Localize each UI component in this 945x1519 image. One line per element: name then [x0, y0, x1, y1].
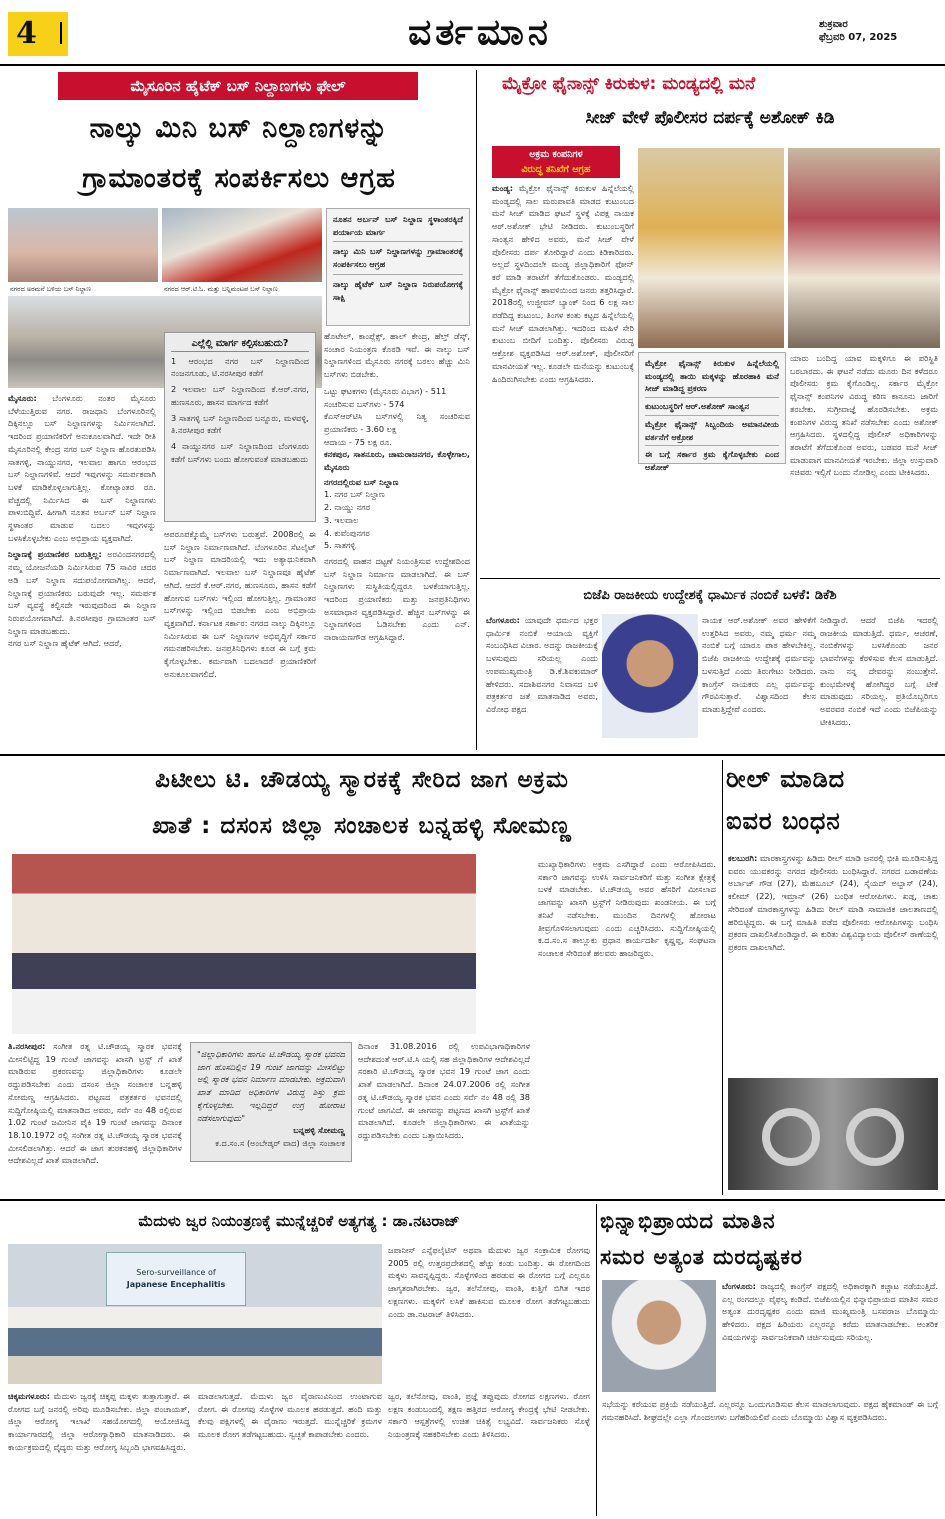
- body-text: ಮೈಕ್ರೋ ಫೈನಾನ್ಸ್ ಕಿರುಕುಳ ಹಿನ್ನೆಲೆಯಲ್ಲಿ ಮಂಡ್ಯದಲ್ಲಿ ಸಾಲ ಮರುಪಾವತಿ ಮಾಡದ ಕುಟುಂಬದ ಮನೆ ಸೀಜ್ ಮಾಡಿದ ಘಟನೆ ಸ್ಥಳಕ್ಕೆ ವಿಪಕ್ಷ ನಾಯಕ ಆರ್.ಅಶೋಕ್ ಭೇಟಿ ನೀಡಿದರು. ಕುಟುಂಬಸ್ಥರಿಗೆ ಸಾಂತ್ವನ ಹೇಳಿದ ಅವರು, ಮನೆ ಸೀಜ್ ವೇಳೆ ಪೊಲೀಸರು ದರ್ಪ ತೋರಿದ್ದಾರೆ ಎಂದು ಕಿಡಿಕಾರಿದರು. ಅಲ್ಲದೆ ಸ್ಥಳದಿಂದಲೇ ಮಂಡ್ಯ ಜಿಲ್ಲಾಧಿಕಾರಿಗೆ ಫೋನ್ ಕರೆ ಮಾಡಿ ತರಾಟೆಗೆ ತೆಗೆದುಕೊಂಡರು. ಮಂಡ್ಯದಲ್ಲಿ ಮೈಕ್ರೋ ಫೈನಾನ್ಸ್ ಹಾವಳಿಯಿಂದ ಜನರು ತತ್ತರಿಸಿದ್ದಾರೆ. 2018ರಲ್ಲಿ ಉಜ್ಜೀವನ್ ಬ್ಯಾಂಕ್ ನಿಂದ 6 ಲಕ್ಷ ಸಾಲ ಪಡೆದಿದ್ದ ಕುಟುಂಬ, ತಿಂಗಳ ಕಂತು ಕಟ್ಟದ ಹಿನ್ನೆಲೆಯಲ್ಲಿ ಮನೆ ಸೀಜ್ ಮಾಡಲಾಗಿತ್ತು. ಇದರಿಂದ ಮಹಿಳೆ ಸೇರಿ ಕುಟುಂಬ ಬೀದಿಗೆ ಬಂದಿತ್ತು. ಪೊಲೀಸರು ವಿರುದ್ಧ ಆಕ್ರೋಶ ವ್ಯಕ್ತಪಡಿಸಿದ ಆರ್.ಅಶೋಕ್, ಪೊಲೀಸರಿಗೆ ಮಾನವೀಯತೆ ಇಲ್ಲ. ಕೂಡಲೇ ಮನೆಯನ್ನು ಕುಟುಂಬಕ್ಕೆ ಹಿಂದಿರುಗಿಸಬೇಕು ಎಂದು ಆಗ್ರಹಿಸಿದರು.: [492, 183, 634, 384]
- dk-shivakumar-portrait: [602, 614, 698, 738]
- dateline-place: ತಿ.ನರಸೀಪುರ:: [8, 1041, 46, 1051]
- dateline-day: ಶುಕ್ರವಾರ: [819, 19, 848, 30]
- body-column-1: [492, 182, 634, 574]
- column-divider: [476, 70, 477, 750]
- subhead: ನಿಲ್ದಾಣಕ್ಕೆ ಪ್ರಯಾಣಿಕರ ಬರುತ್ತಿಲ್ಲ:: [8, 549, 102, 560]
- body-text: ಅರವಿಂದನಗರದಲ್ಲಿ ನಮ್ಮ ಯೋಜನೆಯಡಿ ನಿರ್ಮಿಸಿರುವ 75 ಸಾವಿರ ಚದರ ಅಡಿ ಬಸ್ ನಿಲ್ದಾಣ ಸದುಪಯೋಗವಾಗಿಲ್ಲ. ಆದರೆ, ನಿಲ್ದಾಣಕ್ಕೆ ಪ್ರಯಾಣಿಕರು ಬರುವುದೇ ಇಲ್ಲ. ಸಮರ್ಪಕ ಬಸ್ ವ್ಯವಸ್ಥೆ ಕಲ್ಪಿಸದೇ ಇರುವುದರಿಂದ ಈ ನಿಲ್ದಾಣ ನಿರುಪಯೋಗವಾಗಿದೆ. ತಿ.ನರಸೀಪುರ ಗ್ರಾಮಾಂತರ ಬಸ್ ನಿಲ್ದಾಣ ಮಾಡಬಹುದು.: [8, 549, 156, 636]
- body-text: ರಾಜ್ಯದಲ್ಲಿ ಕಾಂಗ್ರೆಸ್ ಪಕ್ಷದಲ್ಲಿ ಅಧಿಕಾರಕ್ಕಾಗಿ ಕಚ್ಚಾಟ ನಡೆಯುತ್ತಿದೆ. ಎಲ್ಲ ರಂಗದಲ್ಲೂ ವೈಫಲ್ಯ ಕಂಡಿದೆ. ಬಿಜೆಪಿಯಲ್ಲಿನ ಭಿನ್ನಾಭಿಪ್ರಾಯದ ಮಾತಿನ ಸಮರ ಅತ್ಯಂತ ದುರದೃಷ್ಟಕರ ಎಂದು ಮಾಜಿ ಮುಖ್ಯಮಂತ್ರಿ ಬಸವರಾಜ ಬೊಮ್ಮಾಯಿ ಹೇಳಿದರು. ಪಕ್ಷದ ಹಿರಿಯರು ಎಲ್ಲರನ್ನೂ ಕರೆದು ಮಾತನಾಡಬೇಕು. ಆಂತರಿಕ ವಿಷಯಗಳನ್ನು ಸಾರ್ವಜನಿಕವಾಗಿ ಚರ್ಚಿಸುವುದು ಸರಿಯಲ್ಲ.: [722, 1281, 938, 1342]
- stats-item: ಒಟ್ಟು ಘಟಕಗಳು (ಮೈಸೂರು ವಿಭಾಗ) - 511: [324, 385, 447, 396]
- section-divider: [480, 578, 940, 579]
- highlight-item: ನೂತನ ಅರ್ಬನ್ ಬಸ್ ನಿಲ್ದಾಣ ಸ್ಥಳಾಂತರಕ್ಕಿದೆ ಪರ್ಯಾಯ ಮಾರ್ಗ: [333, 213, 463, 242]
- highlight-item: ಮೈಕ್ರೋ ಫೈನಾನ್ಸ್ ಕಿರುಕುಳ ಹಿನ್ನೆಲೆಯಲ್ಲಿ ಮಂಡ್ಯದಲ್ಲಿ ತಾಯಿ ಮಕ್ಕಳನ್ನು ಹೊರಹಾಕಿ ಮನೆ ಸೀಜ್ ಮಾಡಿದ್ದ ಪ್ರಕರಣ: [645, 357, 779, 398]
- story-headline-line1: ರೀಲ್ ಮಾಡಿದ: [726, 765, 846, 793]
- story-dks: [480, 584, 940, 750]
- route-item: 2 ಇಲವಾಲ ಬಸ್ ನಿಲ್ದಾಣದಿಂದ ಕೆ.ಆರ್.ನಗರ, ಹುಣಸೂರು, ಹಾಸನ ಮಾರ್ಗದ ಕಡೆಗೆ: [171, 384, 309, 407]
- body-column-3: ಮುಖ್ಯಾಧಿಕಾರಿಗಳು ಅಕ್ರಮ ಎಸಗಿದ್ದಾರೆ ಎಂದು ಆರೋಪಿಸಿದರು. ಸರ್ಕಾರಿ ಜಾಗವನ್ನು ಉಳಿಸಿ ಸಾರ್ವಜನಿಕರಿಗೆ ಮತ್ತು ಸಂಗೀತ ಕ್ಷೇತ್ರಕ್ಕೆ ಬಳಕೆ ಮಾಡಬೇಕು. ಟಿ.ಚೌಡಯ್ಯ ಅವರ ಹೆಸರಿಗೆ ಮೀಸಲಾದ ಜಾಗವನ್ನು ಖಾಸಗಿ ಟ್ರಸ್ಟ್‌ಗೆ ನೀಡಿರುವುದು ಖಂಡನೀಯ. ಈ ಬಗ್ಗೆ ತನಿಖೆ ನಡೆಸಬೇಕು. ಮುಂದಿನ ದಿನಗಳಲ್ಲಿ ಹೋರಾಟ ತೀವ್ರಗೊಳಿಸಲಾಗುವುದು ಎಂದು ಎಚ್ಚರಿಸಿದರು. ಸುದ್ದಿಗೋಷ್ಠಿಯಲ್ಲಿ ಕ.ದ.ಸಂ.ಸ ತಾಲ್ಲೂಕು ಪ್ರಧಾನ ಕಾರ್ಯದರ್ಶಿ ಕೃಷ್ಣಪ್ಪ, ಸಂಘಟನಾ ಸಂಚಾಲಕ ಸೇರಿದಂತೆ ಹಲವರು ಹಾಜರಿದ್ದರು.: [538, 859, 716, 958]
- body-text-block: [728, 852, 938, 1074]
- bus-stands-list-item: 1. ನಗರ ಬಸ್ ನಿಲ್ದಾಣ: [324, 489, 385, 500]
- body-column-1: [486, 614, 598, 746]
- newspaper-brand: ವರ್ತಮಾನ: [408, 11, 552, 53]
- photo-caption-1: ನಗರದ ಅರಮನೆ ಬಳಿಯ ಬಸ್ ನಿಲ್ದಾಣ: [10, 285, 91, 293]
- story-reels-arrest: [726, 760, 940, 1195]
- workshop-photo: [8, 1244, 382, 1384]
- stats-footnote: ಕನಕಪುರ, ಸಾತನೂರು, ಚಾಮರಾಜನಗರ, ಕೊಳ್ಳೇಗಾಲ, ಮೈಸೂರು: [324, 449, 470, 473]
- story-headline-line2: ಗ್ರಾಮಾಂತರಕ್ಕೆ ಸಂಪರ್ಕಿಸಲು ಆಗ್ರಹ: [82, 163, 396, 194]
- section-divider: [0, 754, 945, 756]
- story-headline-line2: ಸೀಜ್ ವೇಳೆ ಪೊಲೀಸರ ದರ್ಪಕ್ಕೆ ಅಶೋಕ್ ಕಿಡಿ: [585, 108, 835, 128]
- masthead: [0, 0, 945, 66]
- story-headline-line1: ನಾಲ್ಕು ಮಿನಿ ಬಸ್ ನಿಲ್ದಾಣಗಳನ್ನು: [89, 113, 389, 144]
- bus-stands-list-item: 5. ಸಾತಗಳ್ಳಿ: [324, 540, 356, 551]
- stats-item: ಆದಾಯ - 75 ಲಕ್ಷ ರೂ.: [324, 436, 393, 447]
- body-text: ಯಾವುದೇ ಧರ್ಮದ ಭಕ್ತರ ಧಾರ್ಮಿಕ ನಂಬಿಕೆ ಆಯಾಯ ವ್ಯಕ್ತಿಗೆ ಸಂಬಂಧಿಸಿದ ವಿಚಾರ. ಅದನ್ನು ರಾಜಕೀಯಕ್ಕೆ ಬಳಸುವುದು ಸರಿಯಲ್ಲ ಎಂದು ಉಪಮುಖ್ಯಮಂತ್ರಿ ಡಿ.ಕೆ.ಶಿವಕುಮಾರ್ ಹೇಳಿದರು. ಸದಾಶಿವನಗರ ನಿವಾಸದ ಬಳಿ ಪತ್ರಕರ್ತರ ಜತೆ ಮಾತನಾಡಿದ ಅವರು, ವಿರೋಧ ಪಕ್ಷದ: [486, 615, 598, 714]
- column-divider: [722, 760, 723, 1195]
- section-divider: [0, 1199, 945, 1201]
- body-column-2: ನಾಯಕ ಆರ್.ಅಶೋಕ್ ಅವರ ಹೇಳಿಕೆಗೆ ಉತ್ತರಿಸಿದ ಅವರು, ನಮ್ಮ ಧರ್ಮ ನಮ್ಮ ನಂಬಿಕೆ ಬಗ್ಗೆ ಯಾರೂ ಪಾಠ ಹೇಳಬೇಕಿಲ್ಲ. ಬಿಜೆಪಿ ರಾಜಕೀಯ ಉದ್ದೇಶಕ್ಕೆ ಧರ್ಮವನ್ನು ಬಳಸುತ್ತಿದೆ ಎಂದು ತಿರುಗೇಟು ನೀಡಿದರು. ಕಾಂಗ್ರೆಸ್ ನಾಯಕರು ಎಲ್ಲ ಧರ್ಮವನ್ನು ಗೌರವಿಸುತ್ತಾರೆ. ವಿಶ್ವಾಸದಿಂದ ಕೆಲಸ ಮಾಡುತ್ತಿದ್ದೇವೆ ಎಂದರು.: [702, 615, 816, 714]
- dateline-place: ಕಲಬುರಗಿ:: [728, 853, 758, 863]
- body-column-3: ನೀಡಿದ್ದಾರೆ. ಆದರೆ ಬಿಜೆಪಿ ಇದರಲ್ಲಿ ರಾಜಕೀಯ ಮಾಡುತ್ತಿದೆ. ಧರ್ಮ, ಆಚರಣೆ, ನಂಬಿಕೆಗಳನ್ನು ಬಳಸಿಕೊಂಡು ಜನರ ಭಾವನೆಗಳನ್ನು ಕೆರಳಿಸುವ ಕೆಲಸ ಮಾಡುತ್ತಿದೆ. ನಾನು ನನ್ನ ದೇವರನ್ನು ನಂಬುತ್ತೇನೆ. ಕುಂಭಮೇಳಕ್ಕೆ ಹೋಗಿದ್ದರ ಬಗ್ಗೆ ಟೀಕೆ ಮಾಡುವುದು ಸರಿಯಲ್ಲ. ಪ್ರತಿಯೊಬ್ಬರಿಗೂ ಅವರವರ ನಂಬಿಕೆ ಇದೆ ಎಂದು ಬಿಜೆಪಿಯನ್ನು ಟೀಕಿಸಿದರು.: [820, 615, 938, 727]
- quote-box: [190, 1042, 352, 1162]
- quote-role: ಕ.ದ.ಸಂ.ಸ (ಅಂಬೇಡ್ಕರ್ ವಾದ) ಜಿಲ್ಲಾ ಸಂಚಾಲಕ: [215, 1137, 345, 1148]
- banner-text: Japanese Encephalitis: [126, 1279, 226, 1289]
- story-headline: ಬಿಜೆಪಿ ರಾಜಕೀಯ ಉದ್ದೇಶಕ್ಕೆ ಧಾರ್ಮಿಕ ನಂಬಿಕೆ ಬಳಕೆ: ಡಿಕೆಶಿ: [583, 588, 837, 603]
- body-column-2: ಆಪರೂಪಕ್ಕೊಮ್ಮೆ ಬಸ್‌ಗಳು ಬರುತ್ತವೆ. 2008ರಲ್ಲಿ ಈ ಬಸ್ ನಿಲ್ದಾಣ ನಿರ್ಮಾಣವಾಗಿದೆ. ಬೆಂಗಳೂರಿನ ಸೆಟಲೈಟ್ ಬಸ್ ನಿಲ್ದಾಣ ಮಾದರಿಯಲ್ಲಿ ಇದು ಅತ್ಯಾಧುನಿಕವಾಗಿ ನಿರ್ಮಾಣವಾಗಿದೆ. ಇಲವಾಲ ಬಸ್ ನಿಲ್ದಾಣವೂ ಹೈಟೆಕ್ ಆಗಿದೆ. ಆದರೆ ಕೆ.ಆರ್.ನಗರ, ಹುಣಸೂರು, ಹಾಸನ ಕಡೆಗೆ ಹೋಗುವ ಬಸ್‌ಗಳು ಇಲ್ಲಿಂದ ಹೋಗುತ್ತಿಲ್ಲ. ಗ್ರಾಮಾಂತರ ಬಸ್‌ಗಳನ್ನು ಇಲ್ಲಿಂದ ಬಿಡಬೇಕು ಎಂಬ ಅಭಿಪ್ರಾಯ ವ್ಯಕ್ತವಾಗಿದೆ. ಕರ್ನಾಟಕ ಸರ್ಕಾರ: ನಗರದ ನಾಲ್ಕು ದಿಕ್ಕಿನಲ್ಲೂ ನಿರ್ಮಿಸಿರುವ ಈ ಬಸ್ ನಿಲ್ದಾಣಗಳ ಅಭಿವೃದ್ಧಿಗೆ ಸರ್ಕಾರ ಗಮನಹರಿಸಬೇಕು. ಜನಪ್ರತಿನಿಧಿಗಳು ಕೂಡ ಈ ಬಗ್ಗೆ ಕ್ರಮ ಕೈಗೊಳ್ಳಬೇಕು. ಕರ್ಮವಾಗಿ ಬದಲಾದರೆ ಪ್ರಯಾಣಿಕರಿಗೆ ಅನುಕೂಲವಾಗಲಿದೆ.: [164, 529, 316, 679]
- quote-author: ಬನ್ನಹಳ್ಳಿ ಸೋಮಣ್ಣ: [293, 1125, 345, 1136]
- press-meet-photo: [12, 854, 476, 1034]
- highlight-item: ಮೈಕ್ರೋ ಫೈನಾನ್ಸ್ ಸಿಬ್ಬಂದಿಯ ಅಮಾನವೀಯ ವರ್ತನೆಗೆ ಆಕ್ರೋಶ: [645, 416, 779, 446]
- bus-stand-photo-2: [162, 208, 322, 282]
- route-item: 1 ಆರಂಭದ ನಗರ ಬಸ್ ನಿಲ್ದಾಣದಿಂದ ನಂಜನಗೂಡು, ಟಿ.ನರಸೀಪುರ ಕಡೆಗೆ: [171, 355, 309, 379]
- bus-stands-list-item: 3. ಇಲವಾಲ: [324, 514, 359, 525]
- column-divider: [596, 1204, 597, 1516]
- bus-stands-list-item: 4. ಕುವೆಂಪುನಗರ: [324, 527, 370, 538]
- route-options-box: [164, 332, 316, 522]
- story-headline-line1: ಮೈಕ್ರೋ ಫೈನಾನ್ಸ್ ಕಿರುಕುಳ: ಮಂಡ್ಯದಲ್ಲಿ ಮನೆ: [502, 74, 756, 94]
- story-brain-fever: [6, 1204, 592, 1516]
- probe-demand-tag: [492, 146, 620, 178]
- highlight-item: ಈ ಬಗ್ಗೆ ಸರ್ಕಾರ ಕ್ರಮ ಕೈಗೊಳ್ಳಬೇಕು ಎಂದ ಅಶೋಕ್: [645, 449, 779, 472]
- dateline-place: ಚಿಕ್ಕಮಗಳೂರು:: [8, 1391, 51, 1401]
- body-column-2: ದಿನಾಂಕ 31.08.2016 ರಲ್ಲಿ ಉಪವಿಭಾಗಾಧಿಕಾರಿಗಳ ಆದೇಶದಂತೆ ಆರ್.ಟಿ.ಸಿ ಯಲ್ಲಿ ಸಹ ಜಿಲ್ಲಾಧಿಕಾರಿಗಳ ಆದೇಶವಿಲ್ಲದೆ ಸರಕಾರಿ ಟಿ.ಚೌಡಯ್ಯ ಸ್ಮಾರಕ ಭವನ 19 ಗುಂಟೆ ಜಾಗ ಎಂದು ಖಾತೆ ಮಾಡಲಾಗಿದೆ. ದಿನಾಂಕ 24.07.2006 ರಲ್ಲಿ ಸಂಗೀತ ರತ್ನ ಟಿ.ಚೌಡಯ್ಯ ಸ್ಮಾರಕ ಭವನ ಎಂದು ಸರ್ವೆ ನಂ 48 ರಲ್ಲಿ 38 ಗುಂಟೆ ಜಾಗವಿದೆ. ಈ ಜಾಗವನ್ನು ಪಟ್ಟಣದ ಖಾಸಗಿ ಟ್ರಸ್ಟ್‌ಗೆ ಖಾತೆ ಮಾಡಲಾಗಿದೆ. ಕೂಡಲೇ ಜಿಲ್ಲಾಧಿಕಾರಿಗಳು ಈ ಖಾತೆಯನ್ನು ರದ್ದುಪಡಿಸಬೇಕು ಎಂದು ಒತ್ತಾಯಿಸಿದರು.: [358, 1041, 530, 1140]
- dateline-place: ಬೆಂಗಳೂರು:: [486, 615, 520, 625]
- body-text: ನಗರ ಬಸ್ ನಿಲ್ದಾಣ ಹೈಟೆಕ್ ಆಗಿದೆ. ಆದರೆ,: [8, 638, 122, 649]
- body-text: ಬೆಂಗಳೂರು ನಂತರ ಮೈಸೂರು ಬೆಳೆಯುತ್ತಿರುವ ನಗರ. ರಾಜಧಾನಿ ಬೆಂಗಳೂರಿನಲ್ಲಿ ದಿಕ್ಕಿನಲ್ಲೂ ಬಸ್ ನಿಲ್ದಾಣಗಳನ್ನು ನಿರ್ಮಿಸಲಾಗಿದೆ. ಇದರಿಂದ ಪ್ರಯಾಣಿಕರಿಗೆ ಅನುಕೂಲವಾಗಿದೆ. ಇದೇ ರೀತಿ ಮೈಸೂರಿನಲ್ಲಿ ಕೇಂದ್ರ ನಗರ ಬಸ್ ನಿಲ್ದಾಣ ಹೊರತುಪಡಿಸಿ ಸಾತಗಳ್ಳಿ, ನಾಯ್ಡುನಗರ, ಇಲವಾಲ ಹಾಗೂ ಆರಂಭದ ಬಸ್ ನಿಲ್ದಾಣಗಳಿವೆ. ಆದರೆ ಇವುಗಳನ್ನು ಸಮರ್ಪಕವಾಗಿ ಬಳಕೆ ಮಾಡಿಕೊಳ್ಳಲಾಗುತ್ತಿಲ್ಲ. ಕೋಟ್ಯಾಂತರ ರೂ. ವೆಚ್ಚದಲ್ಲಿ ನಿರ್ಮಿಸಿದ ಈ ಬಸ್ ನಿಲ್ದಾಣಗಳು ಪಾಳುಬಿದ್ದಿವೆ. ಹೀಗಾಗಿ ನೂತನ ಅರ್ಬನ್ ಬಸ್ ನಿಲ್ದಾಣ ಸ್ಥಳಾಂತರ ಮಾಡುವ ಬದಲು ಇವುಗಳನ್ನು ಬಳಸಿಕೊಳ್ಳಬೇಕು ಎಂಬ ಅಭಿಪ್ರಾಯ ವ್ಯಕ್ತವಾಗಿದೆ.: [8, 393, 156, 543]
- highlights-box: [638, 352, 786, 472]
- route-item: 3 ಸಾತಗಳ್ಳಿ ಬಸ್ ನಿಲ್ದಾಣದಿಂದ ಬನ್ನೂರು, ಮಳವಳ್ಳಿ, ತಿ.ನರಸೀಪುರ ಕಡೆಗೆ: [171, 412, 309, 436]
- body-text: ಹೊಟೇಲ್, ಕಾಂಪ್ಲೆಕ್ಸ್, ಹಾಲ್ ಕೇಂದ್ರ, ಹೆಲ್ತ್ ಡೆಸ್ಕ್, ಸಂಚಾರ ನಿಯಂತ್ರಣ ಕೊಠಡಿ ಇವೆ. ಈ ನಾಲ್ಕು ಬಸ್ ನಿಲ್ದಾಣಗಳಿಂದ ಮೈಸೂರು ನಗರಕ್ಕೆ ಬರಲು ಹೆಚ್ಚು ಮಿನಿ ಬಸ್‌ಗಳು ಬಿಡಬೇಕು.: [324, 331, 470, 380]
- body-column-1: [8, 392, 156, 732]
- banner-text: Sero-surveillance of: [136, 1268, 216, 1277]
- bus-stands-list-item: 2. ನಾಯ್ಡು ನಗರ: [324, 502, 371, 513]
- story-kicker: ಮೈಸೂರಿನ ಹೈಟೆಕ್ ಬಸ್ ನಿಲ್ದಾಣಗಳು ಫೇಲ್: [58, 72, 418, 100]
- body-column-1: [722, 1280, 938, 1394]
- body-text: ಮಾರಕಾಸ್ತ್ರಗಳನ್ನು ಹಿಡಿದು ರೀಲ್ ಮಾಡಿ ಜನರಲ್ಲಿ ಭೀತಿ ಮೂಡಿಸುತ್ತಿದ್ದ ಐವರು ಯುವಕರನ್ನು ನಗರದ ಪೊಲೀಸರು ಬಂಧಿಸಿದ್ದಾರೆ. ನಗರದ ಬಡಾವಣೆಯ ಅರ್ಬಾಜ್ ಗೌಡ (27), ಮೆಹಬೂಬ್ (24), ಸೈಯದ್ ಅಬ್ಬಾಸ್ (24), ಕಲೀಮ್ (22), ಇಮ್ರಾನ್ (26) ಬಂಧಿತ ಆರೋಪಿಗಳು. ಖಡ್ಗ, ಚಾಕು ಸೇರಿದಂತೆ ಮಾರಕಾಸ್ತ್ರಗಳನ್ನು ಹಿಡಿದು ರೀಲ್ ಮಾಡಿ ಸಾಮಾಜಿಕ ಜಾಲತಾಣದಲ್ಲಿ ಹರಿಬಿಟ್ಟಿದ್ದರು. ಈ ಬಗ್ಗೆ ಮಾಹಿತಿ ಪಡೆದ ಪೊಲೀಸರು ಆರೋಪಿಗಳನ್ನು ಬಂಧಿಸಿ ಪ್ರಕರಣ ದಾಖಲಿಸಿಕೊಂಡಿದ್ದಾರೆ. ಈ ಕುರಿತು ವಿಶ್ವವಿದ್ಯಾಲಯ ಪೊಲೀಸ್ ಠಾಣೆಯಲ್ಲಿ ಪ್ರಕರಣ ದಾಖಲಾಗಿದೆ.: [728, 853, 938, 952]
- body-text: ಸಂಗೀತ ರತ್ನ ಟಿ.ಚೌಡಯ್ಯ ಸ್ಮಾರಕ ಭವನಕ್ಕೆ ಮೀಸಲಿಟ್ಟಿದ್ದ 19 ಗುಂಟೆ ಜಾಗವನ್ನು ಖಾಸಗಿ ಟ್ರಸ್ಟ್ ಗೆ ಖಾತೆ ಮಾಡಿರುವ ಪ್ರಕರಣವನ್ನು ಜಿಲ್ಲಾಧಿಕಾರಿಗಳು ಕೂಡಲೇ ರದ್ದುಪಡಿಸಬೇಕು ಎಂದು ದಸಂಸ ಜಿಲ್ಲಾ ಸಂಚಾಲಕ ಬನ್ನಹಳ್ಳಿ ಸೋಮಣ್ಣ ಆಗ್ರಹಿಸಿದರು. ಪಟ್ಟಣದ ಪತ್ರಕರ್ತರ ಭವನದಲ್ಲಿ ಸುದ್ದಿಗೋಷ್ಠಿಯಲ್ಲಿ ಮಾತನಾಡಿದ ಅವರು, ಸರ್ವೆ ನಂ 48 ರಲ್ಲಿರುವ 1.02 ಗುಂಟೆ ಜಮೀನಿನ ಪೈಕಿ 19 ಗುಂಟೆ ಜಾಗವನ್ನು ದಿನಾಂಕ 18.10.1972 ರಲ್ಲಿ ಸಂಗೀತ ರತ್ನ ಟಿ.ಚೌಡಯ್ಯ ಸ್ಮಾರಕ ಭವನಕ್ಕೆ ಮೀಸಲಿಡಲಾಗಿತ್ತು. ಆದರೆ ಈ ಜಾಗ ತುರಕನಹಳ್ಳಿ ಜಿಲ್ಲಾಧಿಕಾರಿಗಳ ಆದೇಶವಿಲ್ಲದೆ ಖಾತೆ ಮಾಡಲಾಗಿದೆ.: [8, 1041, 182, 1166]
- story-headline-line2: ಖಾತೆ : ದಸಂಸ ಜಿಲ್ಲಾ ಸಂಚಾಲಕ ಬನ್ನಹಳ್ಳಿ ಸೋಮಣ್ಣ: [152, 813, 572, 839]
- body-column-3: [324, 330, 470, 732]
- highlight-item: ನಾಲ್ಕು ಮಿನಿ ಬಸ್ ನಿಲ್ದಾಣಗಳನ್ನು ಗ್ರಾಮಾಂತರಕ್ಕೆ ಸಂಪರ್ಕಿಸಲು ಆಗ್ರಹ: [333, 242, 463, 274]
- story-bommai: [600, 1204, 940, 1516]
- dateline: [819, 18, 929, 44]
- handcuff-ring: [846, 1108, 904, 1166]
- story-headline-line2: ಸಮರ ಅತ್ಯಂತ ದುರದೃಷ್ಟಕರ: [600, 1245, 803, 1269]
- highlights-box: [326, 208, 470, 326]
- route-box-title: ಎಲ್ಲೆಲ್ಲಿ ಮಾರ್ಗ ಕಲ್ಪಿಸಬಹುದು?: [171, 337, 309, 352]
- body-column-3: ಮಾಡಲಾಗುತ್ತದೆ. ಮೆದುಳು ಜ್ವರ ವೈರಾಣುವಿನಿಂದ ಉಂಟಾಗುವ ರೋಗ. ಈ ರೋಗವು ಸೊಳ್ಳೆಗಳ ಮೂಲಕ ಹರಡುತ್ತದೆ. ಹಂದಿ ಮತ್ತು ಕೆಲವು ಪಕ್ಷಿಗಳಲ್ಲಿ ಈ ವೈರಾಣು ಇರುತ್ತದೆ. ಮುನ್ನೆಚ್ಚರಿಕೆ ಕ್ರಮಗಳ ಮೂಲಕ ರೋಗ ತಡೆಗಟ್ಟಬಹುದು. ಸ್ವಚ್ಛತೆ ಕಾಪಾಡಬೇಕು ಎಂದರು.: [198, 1391, 382, 1440]
- dateline-place: ಮೈಸೂರು:: [8, 393, 37, 403]
- bus-stand-photo-1: [8, 208, 158, 282]
- bommai-portrait: [602, 1280, 716, 1392]
- story-headline-line1: ಭಿನ್ನಾಭಿಪ್ರಾಯದ ಮಾತಿನ: [600, 1209, 776, 1233]
- story-headline-line1: ಪಿಟೀಲು ಟಿ. ಚೌಡಯ್ಯ ಸ್ಮಾರಕಕ್ಕೆ ಸೇರಿದ ಜಾಗ ಅಕ್ರಮ: [155, 767, 569, 793]
- handcuff-ring: [762, 1108, 820, 1166]
- dateline-place: ಬೆಂಗಳೂರು:: [722, 1281, 756, 1291]
- body-column-2: ಸಭೆಯನ್ನು ಕರೆಯುವ ಪ್ರಕ್ರಿಯೆ ನಡೆಯುತ್ತಿದೆ. ಎಲ್ಲರನ್ನೂ ಒಂದುಗೂಡಿಸುವ ಕೆಲಸ ಮಾಡಲಾಗುವುದು. ಪಕ್ಷದ ಹೈಕಮಾಂಡ್ ಈ ಬಗ್ಗೆ ಗಮನಹರಿಸಿದೆ. ಶೀಘ್ರದಲ್ಲೇ ಎಲ್ಲಾ ಗೊಂದಲಗಳು ಬಗೆಹರಿಯಲಿವೆ ಎಂದು ಬೊಮ್ಮಾಯಿ ವಿಶ್ವಾಸ ವ್ಯಕ್ತಪಡಿಸಿದರು.: [602, 1399, 938, 1422]
- tag-line: ವಿರುದ್ಧ ತನಿಖೆಗೆ ಆಗ್ರಹ: [521, 164, 591, 175]
- page-number-divider: [60, 22, 62, 44]
- body-text: ಮೆದುಳು ಜ್ವರಕ್ಕೆ ಚಿಕ್ಕಪ್ಪ ಮಕ್ಕಳು ತುತ್ತಾಗುತ್ತಾರೆ. ಈ ರೋಗದ ಬಗ್ಗೆ ಜನರಲ್ಲಿ ಅರಿವು ಮೂಡಿಸಬೇಕು. ಜಿಲ್ಲಾ ಪಂಚಾಯತ್, ಜಿಲ್ಲಾ ಆರೋಗ್ಯ ಇಲಾಖೆ ಸಹಯೋಗದಲ್ಲಿ ಆಯೋಜಿಸಿದ್ದ ಕಾರ್ಯಾಗಾರದಲ್ಲಿ ಜಿಲ್ಲಾ ಆರೋಗ್ಯಾಧಿಕಾರಿ ಮಾತನಾಡಿದರು. ಈ ಕಾರ್ಯಕ್ರಮದಲ್ಲಿ ವೈದ್ಯರು ಮತ್ತು ಆರೋಗ್ಯ ಸಿಬ್ಬಂದಿ ಭಾಗವಹಿಸಿದ್ದರು.: [8, 1391, 190, 1452]
- story-headline-line2: ಐವರ ಬಂಧನ: [726, 807, 841, 835]
- stats-item: ಕೆಎಸ್‌ಆರ್‌ಟಿಸಿ ಬಸ್‌ಗಳಲ್ಲಿ ನಿತ್ಯ ಸಂಚರಿಸುವ ಪ್ರಯಾಣಿಕರು - 3.60 ಲಕ್ಷ: [324, 411, 470, 434]
- route-item: 4 ನಾಯ್ಡುನಗರ ಬಸ್ ನಿಲ್ದಾಣದಿಂದ ಬೆಂಗಳೂರು ಕಡೆಗೆ ಬಸ್‌ಗಳು ಬಂದು ಹೋಗುವಂತೆ ಮಾಡಬಹುದು: [171, 440, 309, 464]
- ashok-visit-photo-1: [638, 148, 784, 348]
- photo-caption-2: ನಗರದ ಆರ್.ಟಿ.ಓ. ಮತ್ತು ಬನ್ನಿಮಂಟಪ ಬಸ್ ನಿಲ್ದಾಣ: [164, 285, 278, 293]
- dateline-date: ಫೆಬ್ರವರಿ 07, 2025: [819, 32, 898, 43]
- bus-stands-list-title: ನಗರದಲ್ಲಿರುವ ಬಸ್ ನಿಲ್ದಾಣ: [324, 476, 399, 487]
- highlight-item: ನಾಲ್ಕು ಹೈಟೆಕ್ ಬಸ್ ನಿಲ್ದಾಣ ನಿರುಪಯೋಗಕ್ಕೆ ಸಾಕ್ಷಿ: [333, 278, 463, 302]
- handcuffs-photo: [728, 1078, 938, 1190]
- page-number: 4: [8, 12, 68, 56]
- ashok-visit-photo-2: [788, 148, 940, 348]
- body-column-2: [8, 1390, 190, 1514]
- highlight-item: ಕುಟುಂಬಸ್ಥರಿಗೆ ಆರ್.ಅಶೋಕ್ ಸಾಂತ್ವನ: [645, 398, 779, 416]
- story-bus-stands: [6, 70, 472, 750]
- story-headline: ಮೆದುಳು ಜ್ವರ ನಿಯಂತ್ರಣಕ್ಕೆ ಮುನ್ನೆಚ್ಚರಿಕೆ ಅತ್ಯಗತ್ಯ : ಡಾ.ನಟರಾಜ್: [138, 1212, 460, 1230]
- tag-line: ಅಕ್ರಮ ಕಂಪನಿಗಳ: [529, 149, 583, 160]
- story-micro-finance: [480, 70, 940, 575]
- body-column-1: ಜಪಾನೀಸ್ ಎನ್ಸೆಫಲೈಟಿಸ್ ಅಥವಾ ಮೆದುಳು ಜ್ವರ ಸಂಕ್ರಾಮಿಕ ರೋಗವು 2005 ರಲ್ಲಿ ಉತ್ತರಪ್ರದೇಶದಲ್ಲಿ ಹೆಚ್ಚು ಕಂಡು ಬಂದಿತ್ತು. ಈ ರೋಗದಿಂದ ಮಕ್ಕಳು ಸಾವನ್ನಪ್ಪಿದ್ದರು. ಸೊಳ್ಳೆಗಳಿಂದ ಹರಡುವ ಈ ರೋಗದ ಬಗ್ಗೆ ಎಲ್ಲರೂ ಜಾಗೃತರಾಗಿರಬೇಕು. ಜ್ವರ, ತಲೆನೋವು, ವಾಂತಿ, ಕುತ್ತಿಗೆ ಬಿಗಿತ ಇದರ ಲಕ್ಷಣಗಳು. ಮಕ್ಕಳಿಗೆ ಲಸಿಕೆ ಹಾಕಿಸುವ ಮೂಲಕ ರೋಗ ತಡೆಗಟ್ಟಬಹುದು ಎಂದು ಡಾ.ನಟರಾಜ್ ತಿಳಿಸಿದರು.: [388, 1245, 590, 1319]
- body-column-2: ಯಾರು ಬಂದಿದ್ದ ಯಾವ ಮಕ್ಕಳಿಗೂ ಈ ಪರಿಸ್ಥಿತಿ ಬರಬಾರದು. ಈ ಘಟನೆ ನಡೆದು ಮೂರು ದಿನ ಕಳೆದರೂ ಪೊಲೀಸರು ಕ್ರಮ ಕೈಗೊಂಡಿಲ್ಲ. ಸರ್ಕಾರ ಮೈಕ್ರೋ ಫೈನಾನ್ಸ್ ಕಂಪನಿಗಳ ವಿರುದ್ಧ ಕಠಿಣ ಕಾನೂನು ಜಾರಿಗೆ ತರಬೇಕು. ಸುಗ್ರೀವಾಜ್ಞೆ ಹೊರಡಿಸಬೇಕು. ಅಕ್ರಮ ಕಂಪನಿಗಳ ವಿರುದ್ಧ ತನಿಖೆ ನಡೆಸಬೇಕು ಎಂದು ಅಶೋಕ್ ಆಗ್ರಹಿಸಿದರು. ಸ್ಥಳದಲ್ಲಿದ್ದ ಪೊಲೀಸ್ ಅಧಿಕಾರಿಗಳನ್ನು ತರಾಟೆಗೆ ತೆಗೆದುಕೊಂಡ ಅವರು, ಬಡವರ ಮನೆ ಸೀಜ್ ಮಾಡುವಾಗ ಮಾನವೀಯತೆ ಇರಬೇಕು. ಜಿಲ್ಲಾ ಉಸ್ತುವಾರಿ ಸಚಿವರು ಇಲ್ಲಿಗೆ ಬಂದು ನೋಡಿಲ್ಲ ಎಂದು ಟೀಕಿಸಿದರು.: [790, 353, 938, 478]
- body-text: ನಗರದಲ್ಲಿ ವಾಹನ ದಟ್ಟಣೆ ನಿಯಂತ್ರಿಸುವ ಉದ್ದೇಶದಿಂದ ಬಸ್ ನಿಲ್ದಾಣ ನಿರ್ಮಾಣ ಮಾಡಲಾಗಿದೆ. ಈ ಬಸ್ ನಿಲ್ದಾಣಗಳು ಸುಸ್ಥಿತಿಯಲ್ಲಿದ್ದರೂ ಬಳಕೆಯಾಗುತ್ತಿಲ್ಲ. ಇದರಿಂದ ಪ್ರಯಾಣಿಕರು ಮತ್ತು ಜನಪ್ರತಿನಿಧಿಗಳು ಅಸಮಾಧಾನ ವ್ಯಕ್ತಪಡಿಸಿದ್ದಾರೆ. ಹೆಚ್ಚಿನ ಬಸ್‌ಗಳನ್ನು ಈ ನಿಲ್ದಾಣಗಳಿಂದ ಓಡಿಸಬೇಕು ಎಂದು ಎನ್. ನಾರಾಯಣಗೌಡ ಆಗ್ರಹಿಸಿದ್ದಾರೆ.: [324, 555, 470, 643]
- dateline-place: ಮಂಡ್ಯ:: [492, 183, 514, 193]
- stats-item: ಸಂಚರಿಸುವ ಬಸ್‌ಗಳು - 574: [324, 398, 405, 409]
- body-column-1: [8, 1040, 182, 1190]
- story-chowdaiah-memorial: [6, 760, 718, 1195]
- workshop-banner: [106, 1252, 246, 1306]
- quote-text: "ಜಿಲ್ಲಾಧಿಕಾರಿಗಳು ಹಾಗೂ ಟಿ.ಚೌಡಯ್ಯ ಸ್ಮಾರಕ ಭವನದ ಜಾಗ ಹೊಸದಿಲ್ಲಿನ 19 ಗುಂಟೆ ಜಾಗವನ್ನು ಮೀಸಲಿಟ್ಟು ಅಲ್ಲಿ ಸ್ಮಾರಕ ಭವನ ನಿರ್ಮಾಣ ಮಾಡಬೇಕು. ಅಕ್ರಮವಾಗಿ ಖಾತೆ ಮಾಡಿದ ಅಧಿಕಾರಿಗಳ ವಿರುದ್ಧ ಶಿಸ್ತು ಕ್ರಮ ಕೈಗೊಳ್ಳಬೇಕು. ಇಲ್ಲದಿದ್ದರೆ ಉಗ್ರ ಹೋರಾಟ ನಡೆಸಲಾಗುವುದು": [197, 1049, 345, 1123]
- body-column-4: ಜ್ವರ, ತಲೆನೋವು, ವಾಂತಿ, ಪ್ರಜ್ಞೆ ತಪ್ಪುವುದು ರೋಗದ ಲಕ್ಷಣಗಳು. ರೋಗ ಲಕ್ಷಣ ಕಂಡುಬಂದಲ್ಲಿ ತಕ್ಷಣ ಹತ್ತಿರದ ಆರೋಗ್ಯ ಕೇಂದ್ರಕ್ಕೆ ಭೇಟಿ ನೀಡಬೇಕು. ಸರ್ಕಾರಿ ಆಸ್ಪತ್ರೆಗಳಲ್ಲಿ ಉಚಿತ ಚಿಕಿತ್ಸೆ ಲಭ್ಯವಿದೆ. ಸಾರ್ವಜನಿಕರು ಸೊಳ್ಳೆ ನಿಯಂತ್ರಣಕ್ಕೆ ಸಹಕರಿಸಬೇಕು ಎಂದು ತಿಳಿಸಿದರು.: [388, 1391, 590, 1440]
